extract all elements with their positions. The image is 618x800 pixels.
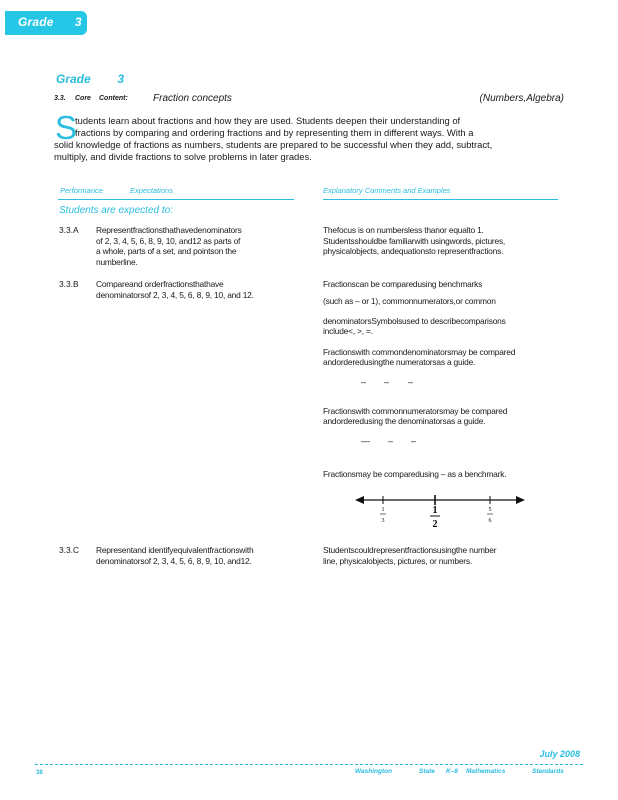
text-line: Representand identifyequivalentfractionswith (96, 545, 254, 555)
performance-text (96, 279, 306, 300)
row-code: 3.3.B (59, 279, 79, 289)
strand-title: Fraction concepts (153, 93, 232, 104)
column-header-performance: Performance (60, 186, 103, 195)
row-code: 3.3.A (59, 225, 79, 235)
strand-number: 3.3. (54, 95, 66, 102)
intro-line-2: fractions by comparing and ordering fractions and by representing them in different ways. With a (75, 127, 474, 138)
page-number: 38 (36, 770, 43, 776)
footer-word: State (419, 768, 435, 775)
explanatory-text (323, 225, 573, 257)
right-arrow-icon (516, 496, 525, 504)
intro-line-4: multiply, and divide fractions to solve problems in later grades. (54, 151, 312, 162)
strand-content-label: Content: (99, 95, 128, 102)
footer-word: Washington (355, 768, 393, 775)
intro-line-1: tudents learn about fractions and how they are used. Students deepen their understanding of (75, 115, 461, 126)
number-line (355, 492, 525, 530)
explanatory-line: Fractionsmay be comparedusing – as a benchmark. (323, 469, 507, 479)
column-rule-left (58, 199, 294, 200)
text-line: a whole, parts of a set, and pointson the (96, 246, 237, 256)
fraction-placeholder: – (384, 377, 390, 387)
explanatory-line: andorderedusing the denominatorsas a guide. (323, 416, 486, 426)
footer-word: Standards (532, 768, 564, 775)
fraction-placeholder: — (361, 436, 370, 446)
strand-tags: (Numbers,Algebra) (479, 93, 564, 104)
explanatory-line: andorderedusingthe numeratorsas a guide. (323, 357, 476, 367)
strand-core-label: Core (75, 95, 91, 102)
explanatory-line: Fractionswith commonnumeratorsmay be compared (323, 406, 508, 416)
tick-label-denominator: 3 (381, 518, 385, 524)
tick-label-denominator: 6 (488, 518, 492, 524)
fraction-placeholder: – (388, 436, 394, 446)
text-line: Representfractionsthathavedenominators (96, 225, 242, 235)
explanatory-line: denominatorsSymbolsused to describecomparisons (323, 316, 506, 326)
explanatory-line: Fractionscan be comparedusing benchmarks (323, 279, 483, 289)
drop-cap: S (55, 109, 78, 146)
footer-word: K–8 (446, 768, 458, 775)
text-line: line, physicalobjects, pictures, or numbers. (323, 555, 473, 566)
text-line: numberline. (96, 256, 138, 267)
performance-text (96, 225, 306, 267)
intro-line-3: solid knowledge of fractions as numbers, students are prepared to be successful when they add, subtract, (54, 139, 493, 150)
explanatory-line: Fractionswith commondenominatorsmay be compared (323, 347, 516, 357)
explanatory-line: include<, >, =. (323, 326, 373, 336)
column-header-explanatory: Explanatory Comments and Examples (323, 186, 451, 195)
column-rule-right (323, 199, 558, 200)
text-line: denominatorsof 2, 3, 4, 5, 6, 8, 9, 10, and 12. (96, 289, 254, 300)
text-line: denominatorsof 2, 3, 4, 5, 6, 8, 9, 10, and12. (96, 555, 252, 566)
row-code: 3.3.C (59, 545, 80, 555)
left-arrow-icon (355, 496, 364, 504)
grade-heading: Grade 3 (56, 72, 125, 86)
text-line: Thefocus is on numbersless thanor equalto 1. (323, 225, 484, 235)
tick-label-denominator: 2 (432, 519, 438, 530)
students-expected-label: Students are expected to: (59, 205, 173, 216)
fraction-placeholder: – (361, 377, 367, 387)
performance-text (96, 545, 306, 566)
grade-tab-label: Grade 3 (18, 15, 82, 29)
explanatory-line: (such as – or 1), commonnumerators,or common (323, 296, 496, 306)
explanatory-text (323, 545, 573, 566)
fraction-placeholder: – (408, 377, 414, 387)
footer-date: July 2008 (539, 749, 580, 759)
footer-word: Mathematics (466, 768, 506, 775)
text-line: of 2, 3, 4, 5, 6, 8, 9, 10, and12 as parts of (96, 235, 241, 246)
strand-header (54, 94, 564, 108)
text-line: physicalobjects, andequationsto representfractions. (323, 246, 504, 256)
tick-label-numerator: 1 (432, 505, 438, 516)
fraction-placeholder: – (411, 436, 417, 446)
tick-label-numerator: 1 (381, 507, 385, 513)
tick-label-numerator: 5 (488, 507, 492, 513)
text-line: Studentsshouldbe familiarwith usingwords, pictures, (323, 235, 506, 246)
footer-rule (35, 764, 583, 765)
text-line: Studentscouldrepresentfractionsusingthe number (323, 545, 497, 555)
text-line: Compareand orderfractionsthathave (96, 279, 224, 289)
column-header-expectations: Expectations (130, 186, 173, 195)
